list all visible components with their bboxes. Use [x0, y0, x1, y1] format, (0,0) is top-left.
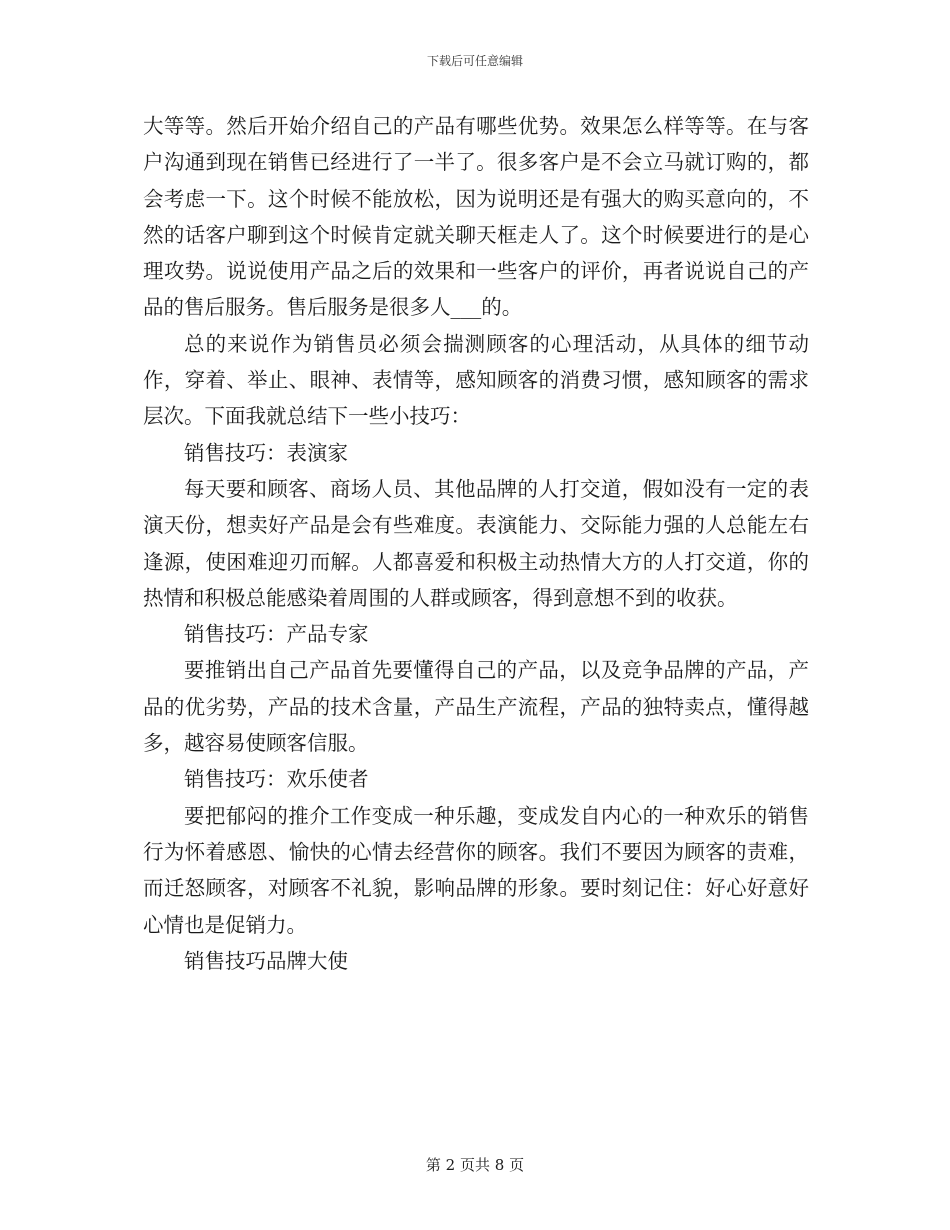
- document-body: [143, 108, 809, 979]
- section-heading-product-expert: 销售技巧：产品专家: [184, 622, 369, 647]
- page-header: 下载后可任意编辑: [426, 54, 523, 68]
- paragraph-product-expert: 要推销出自己产品首先要懂得自己的产品，以及竞争品牌的产品，产品的优劣势，产品的技术含量，产品生产流程，产品的独特卖点，懂得越多，越容易使顾客信服。: [143, 658, 809, 756]
- page-footer: 第 2 页共 8 页: [425, 1156, 525, 1174]
- section-heading-brand-ambassador: 销售技巧品牌大使: [184, 948, 348, 973]
- paragraph-performer: 每天要和顾客、商场人员、其他品牌的人打交道，假如没有一定的表演天份，想卖好产品是会有些难度。表演能力、交际能力强的人总能左右逢源，使困难迎刃而解。人都喜爱和积极主动热情大方的人打交道，你的热情和积极总能感染着周围的人群或顾客，得到意想不到的收获。: [143, 476, 809, 610]
- paragraph-summary: 总的来说作为销售员必须会揣测顾客的心理活动，从具体的细节动作，穿着、举止、眼神、表情等，感知顾客的消费习惯，感知顾客的需求层次。下面我就总结下一些小技巧：: [143, 331, 809, 429]
- paragraph-joy-messenger: 要把郁闷的推介工作变成一种乐趣，变成发自内心的一种欢乐的销售行为怀着感恩、愉快的心情去经营你的顾客。我们不要因为顾客的责难，而迁怒顾客，对顾客不礼貌，影响品牌的形象。要时刻记住：好心好意好心情也是促销力。: [143, 803, 809, 937]
- section-heading-joy-messenger: 销售技巧：欢乐使者: [184, 767, 369, 792]
- paragraph-continuation: 大等等。然后开始介绍自己的产品有哪些优势。效果怎么样等等。在与客户沟通到现在销售已经进行了一半了。很多客户是不会立马就订购的，都会考虑一下。这个时候不能放松，因为说明还是有强大的购买意向的，不然的话客户聊到这个时候肯定就关聊天框走人了。这个时候要进行的是心理攻势。说说使用产品之后的效果和一些客户的评价，再者说说自己的产品的售后服务。售后服务是很多人___的。: [143, 114, 809, 320]
- section-heading-performer: 销售技巧：表演家: [184, 440, 348, 465]
